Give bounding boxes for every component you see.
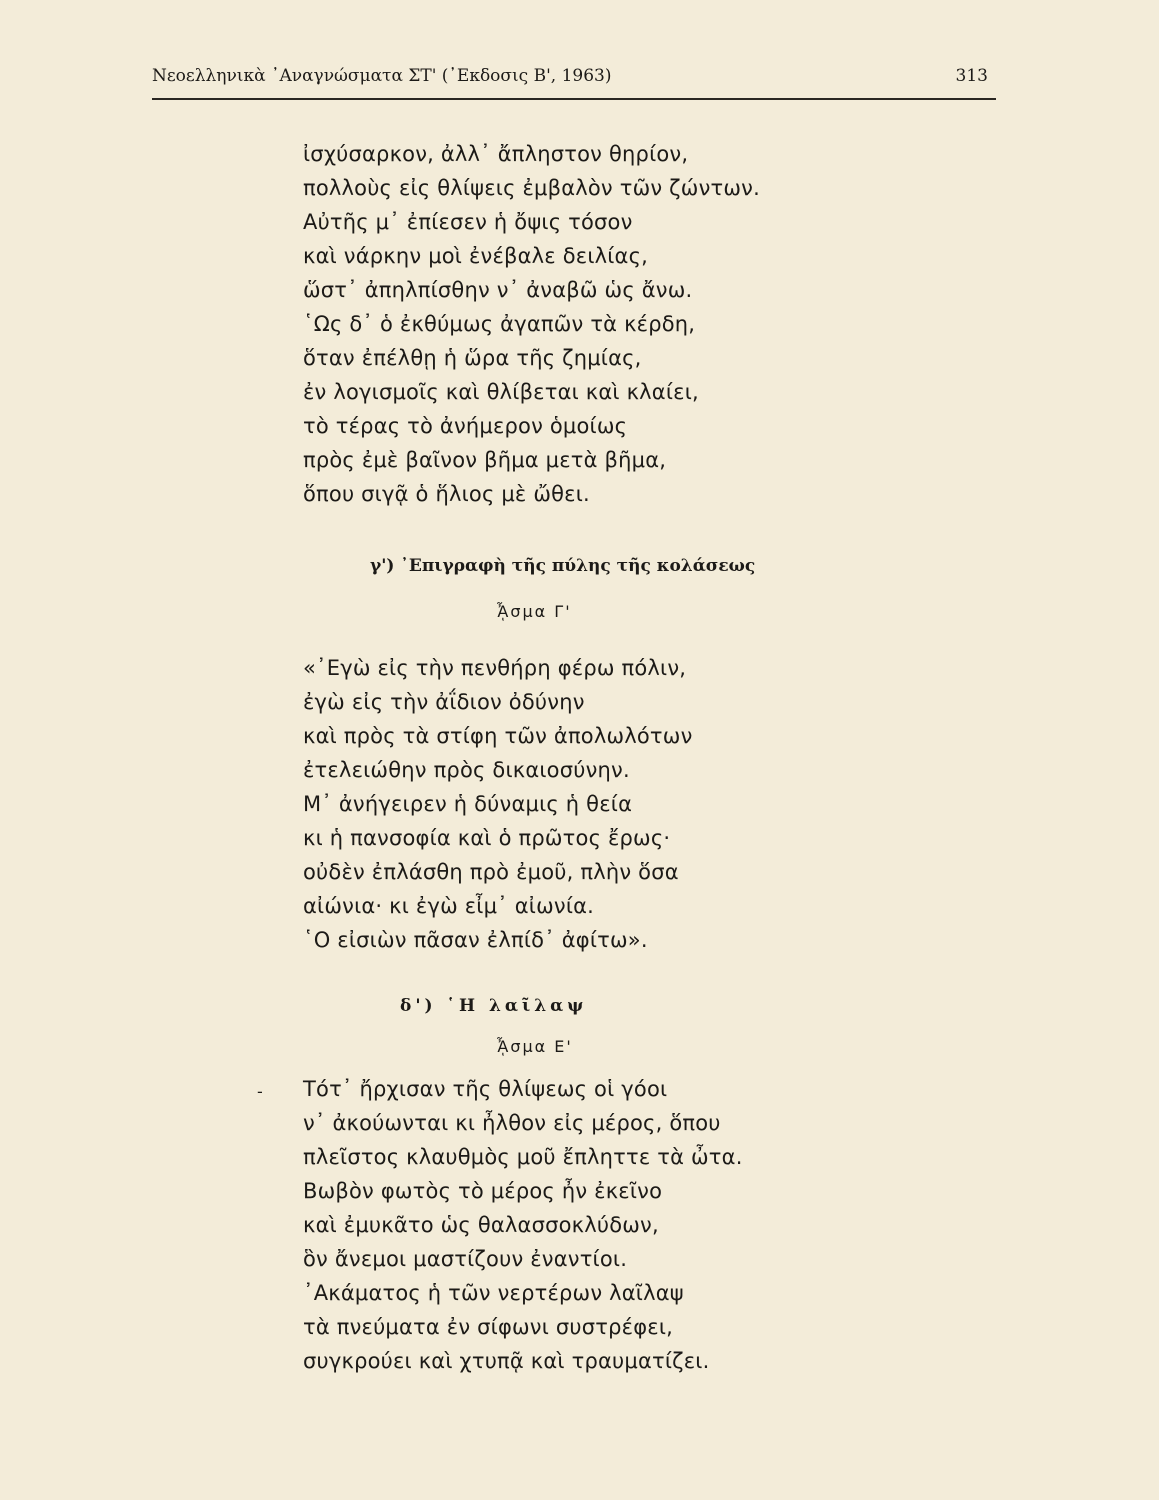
verse-line: «᾿Εγὼ εἰς τὴν πενθήρη φέρω πόλιν, (303, 656, 687, 680)
running-header (152, 58, 994, 96)
section-heading: δ') ῾Η λαῖλαψ (400, 996, 588, 1016)
verse-line: Αὐτῆς μ᾿ ἐπίεσεν ἡ ὄψις τόσον (303, 210, 633, 234)
section-heading: γ') ᾿Επιγραφὴ τῆς πύλης τῆς κολάσεως (370, 556, 756, 576)
verse-line: καὶ νάρκην μοὶ ἐνέβαλε δειλίας, (303, 244, 648, 268)
verse-line: ἰσχύσαρκον, ἀλλ᾿ ἄπληστον θηρίον, (303, 142, 689, 166)
header-rule (152, 98, 996, 100)
verse-line: ὥστ᾿ ἀπηλπίσθην ν᾿ ἀναβῶ ὡς ἄνω. (303, 278, 693, 302)
verse-line: Τότ᾿ ἤρχισαν τῆς θλίψεως οἱ γόοι (303, 1077, 668, 1101)
verse-line: καὶ ἐμυκᾶτο ὡς θαλασσοκλύδων, (303, 1213, 659, 1237)
verse-line: ὃν ἄνεμοι μαστίζουν ἐναντίοι. (303, 1247, 628, 1271)
verse-line: Βωβὸν φωτὸς τὸ μέρος ἦν ἐκεῖνο (303, 1179, 663, 1203)
verse-line: συγκρούει καὶ χτυπᾷ καὶ τραυματίζει. (303, 1349, 710, 1373)
verse-line: τὰ πνεύματα ἐν σίφωνι συστρέφει, (303, 1315, 674, 1339)
verse-line: πολλοὺς εἰς θλίψεις ἐμβαλὸν τῶν ζώντων. (303, 176, 760, 200)
verse-line: ᾿Ακάματος ἡ τῶν νερτέρων λαῖλαψ (303, 1281, 684, 1305)
verse-line: ῾Ως δ᾿ ὁ ἐκθύμως ἀγαπῶν τὰ κέρδη, (303, 312, 696, 336)
poem-stanza-3 (303, 1072, 743, 1378)
verse-line: ἐγὼ εἰς τὴν ἀΐδιον ὀδύνην (303, 690, 585, 714)
verse-line: κι ἡ πανσοφία καὶ ὁ πρῶτος ἔρως· (303, 826, 671, 850)
poem-stanza-2 (303, 651, 693, 957)
verse-line: ῾Ο εἰσιὼν πᾶσαν ἐλπίδ᾿ ἀφίτω». (303, 928, 648, 952)
verse-line: οὐδὲν ἐπλάσθη πρὸ ἐμοῦ, πλὴν ὅσα (303, 860, 679, 884)
verse-line: ἐν λογισμοῖς καὶ θλίβεται καὶ κλαίει, (303, 380, 699, 404)
verse-line: Μ᾿ ἀνήγειρεν ἡ δύναμις ἡ θεία (303, 792, 633, 816)
running-title: Νεοελληνικὰ ᾿Αναγνώσματα ΣΤ' (᾿Εκδοσις Β', 1963) (152, 66, 612, 86)
verse-line: ἐτελειώθην πρὸς δικαιοσύνην. (303, 758, 630, 782)
verse-line: ὅπου σιγᾷ ὁ ἥλιος μὲ ὤθει. (303, 482, 590, 506)
page-number: 313 (955, 66, 988, 86)
section-subheading: ᾎσμα Ε' (497, 1037, 573, 1056)
verse-line: αἰώνια· κι ἐγὼ εἶμ᾿ αἰωνία. (303, 894, 595, 918)
section-subheading: ᾎσμα Γ' (497, 602, 572, 621)
verse-line: πλεῖστος κλαυθμὸς μοῦ ἔπληττε τὰ ὦτα. (303, 1145, 743, 1169)
verse-line: καὶ πρὸς τὰ στίφη τῶν ἀπολωλότων (303, 724, 693, 748)
verse-line: τὸ τέρας τὸ ἀνήμερον ὁμοίως (303, 414, 628, 438)
verse-line: ὅταν ἐπέλθῃ ἡ ὥρα τῆς ζημίας, (303, 346, 642, 370)
verse-line: ν᾿ ἀκούωνται κι ἦλθον εἰς μέρος, ὅπου (303, 1111, 721, 1135)
poem-stanza-1 (303, 137, 760, 511)
margin-mark: - (257, 1082, 263, 1101)
verse-line: πρὸς ἐμὲ βαῖνον βῆμα μετὰ βῆμα, (303, 448, 667, 472)
